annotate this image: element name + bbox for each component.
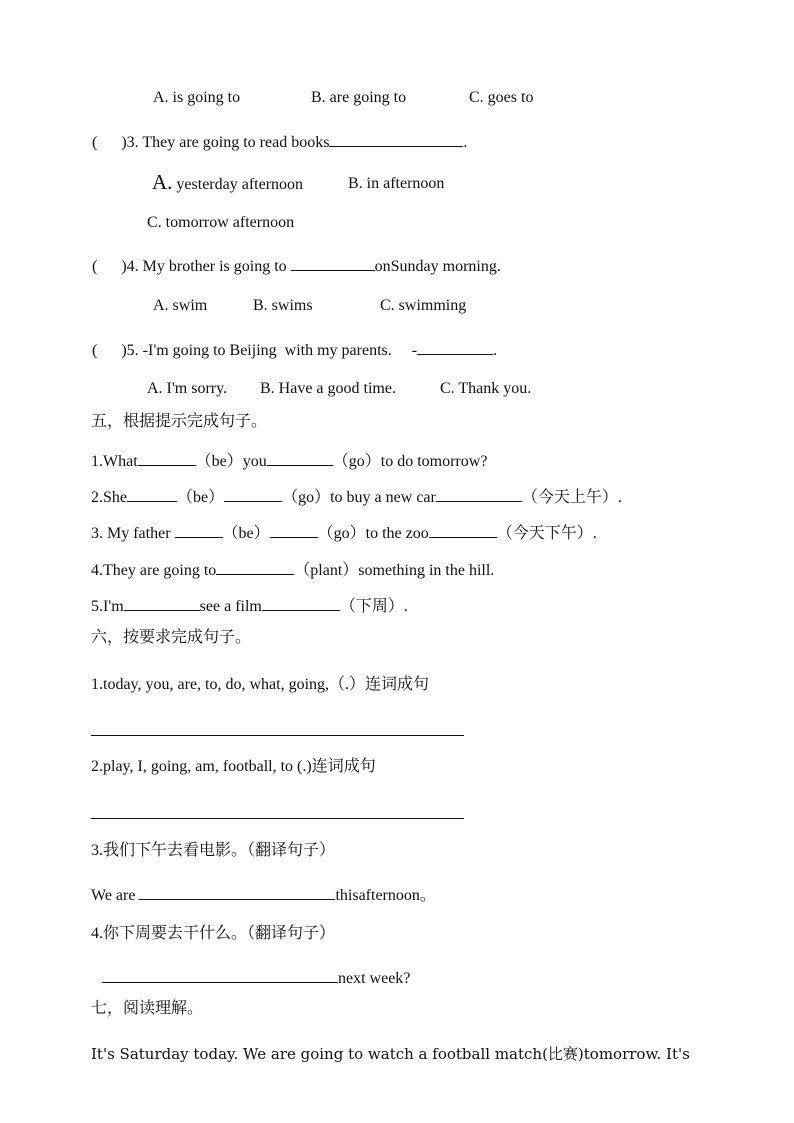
section6-answer-line-2[interactable] — [91, 818, 464, 819]
q3-question — [92, 130, 467, 153]
s1-part-a: 1.What — [91, 453, 138, 470]
section6-item-2: 2.play, I, going, am, football, to (.)连词成句 — [91, 758, 376, 775]
s5-part-b: see a film — [199, 598, 262, 615]
q2-option-b: B. are going to — [311, 89, 407, 106]
q5-question — [92, 338, 497, 361]
section5-sentence-2 — [91, 485, 622, 508]
s3-part-a: 3. My father — [91, 525, 175, 542]
s2-part-c: （go）to buy a new car — [282, 489, 436, 506]
q3-blank[interactable] — [329, 130, 463, 147]
s3-part-c: （go）to the zoo — [317, 525, 429, 542]
q4-text-after: onSunday morning. — [374, 258, 501, 275]
q3-text: )3. They are going to read books — [121, 134, 330, 151]
section6-item-4: 4.你下周要去干什么。（翻译句子） — [91, 925, 336, 942]
s4-part-b: （plant）something in the hill. — [294, 562, 495, 579]
q5-blank[interactable] — [417, 338, 493, 355]
q4-blank[interactable] — [291, 254, 375, 271]
q4-paren: ( — [92, 258, 98, 275]
section6-title: 六，按要求完成句子。 — [91, 629, 252, 646]
s4-blank-1[interactable] — [216, 558, 294, 575]
s5-blank-1[interactable] — [124, 594, 200, 611]
q5-option-b: B. Have a good time. — [260, 380, 396, 397]
q2-option-a: A. is going to — [153, 89, 241, 106]
s3-blank-2[interactable] — [270, 521, 318, 538]
s2-part-a: 2.She — [91, 489, 127, 506]
s2-blank-3[interactable] — [436, 485, 522, 502]
q3-paren: ( — [92, 134, 98, 151]
s1-blank-1[interactable] — [138, 449, 196, 466]
s2-blank-2[interactable] — [224, 485, 282, 502]
s2-part-d: （今天上午）. — [521, 489, 622, 506]
section7-passage-line-1: It's Saturday today. We are going to watch a football match(比赛)tomorrow. It's — [91, 1045, 690, 1063]
s5-blank-2[interactable] — [262, 594, 340, 611]
s3-blank-1[interactable] — [175, 521, 223, 538]
q3-option-a-letter: A. — [152, 170, 173, 194]
s6-3-suffix: thisafternoon。 — [335, 887, 436, 904]
s1-blank-2[interactable] — [267, 449, 333, 466]
q5-end: . — [493, 342, 498, 359]
q3-option-a-text: yesterday afternoon — [172, 176, 304, 193]
section7-title: 七，阅读理解。 — [91, 1000, 204, 1017]
s1-part-b: （be）you — [195, 453, 267, 470]
section6-answer-line-1[interactable] — [91, 735, 464, 736]
q5-dash: - — [411, 342, 418, 359]
s6-3-blank[interactable] — [139, 883, 335, 900]
section6-item-3-answer — [91, 883, 436, 906]
q2-option-c: C. goes to — [469, 89, 534, 106]
section6-item-3: 3.我们下午去看电影。（翻译句子） — [91, 842, 336, 859]
q3-option-b: B. in afternoon — [348, 175, 445, 192]
q3-end: . — [463, 134, 468, 151]
q4-option-c: C. swimming — [380, 297, 467, 314]
section6-item-1: 1.today, you, are, to, do, what, going,（.）连词成句 — [91, 676, 430, 693]
q3-option-c: C. tomorrow afternoon — [147, 214, 295, 231]
section5-sentence-4 — [91, 558, 494, 581]
section5-sentence-3 — [91, 521, 597, 544]
s6-4-suffix: next week? — [338, 970, 411, 987]
s5-part-a: 5.I'm — [91, 598, 124, 615]
q4-option-a: A. swim — [153, 297, 208, 314]
q3-option-a — [152, 172, 303, 195]
s1-part-c: （go）to do tomorrow? — [332, 453, 488, 470]
q4-question — [92, 254, 501, 277]
s2-part-b: （be） — [177, 489, 225, 506]
section6-item-4-answer — [102, 966, 410, 989]
section5-title: 五，根据提示完成句子。 — [91, 413, 268, 430]
q4-option-b: B. swims — [253, 297, 313, 314]
q5-paren: ( — [92, 342, 98, 359]
s5-part-c: （下周）. — [339, 598, 408, 615]
section5-sentence-1 — [91, 449, 487, 472]
q5-option-c: C. Thank you. — [440, 380, 532, 397]
section5-sentence-5 — [91, 594, 408, 617]
s3-blank-3[interactable] — [429, 521, 497, 538]
s6-4-blank[interactable] — [102, 966, 338, 983]
q5-option-a: A. I'm sorry. — [147, 380, 228, 397]
q5-text: )5. -I'm going to Beijing with my parents. — [121, 342, 392, 359]
s6-3-prefix: We are — [91, 887, 140, 904]
s2-blank-1[interactable] — [127, 485, 177, 502]
s3-part-d: （今天下午）. — [496, 525, 597, 542]
s4-part-a: 4.They are going to — [91, 562, 217, 579]
q4-text-before: )4. My brother is going to — [121, 258, 291, 275]
s3-part-b: （be） — [222, 525, 270, 542]
